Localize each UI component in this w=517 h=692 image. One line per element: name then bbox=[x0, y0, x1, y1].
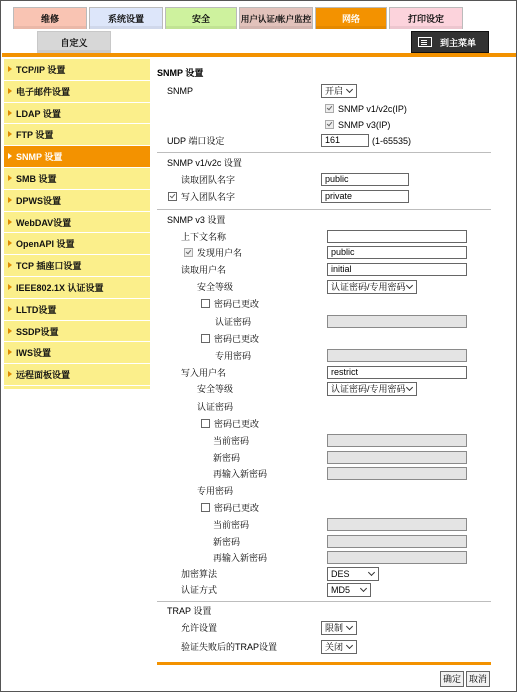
chevron-down-icon bbox=[406, 282, 413, 289]
divider bbox=[157, 601, 491, 602]
arrow-right-icon bbox=[8, 328, 12, 334]
sidebar-item-lltd[interactable]: LLTD设置 bbox=[4, 299, 150, 321]
sidebar-item-ftp[interactable]: FTP 设置 bbox=[4, 124, 150, 146]
snmp-label: SNMP bbox=[167, 86, 194, 96]
read-community-label: 读取团队名字 bbox=[181, 175, 236, 185]
udp-port-range: (1-65535) bbox=[372, 136, 412, 146]
arrow-right-icon bbox=[8, 371, 12, 377]
read-auth-pw-label: 认证密码 bbox=[215, 317, 252, 327]
write-auth-new-pw-label: 新密码 bbox=[213, 453, 241, 463]
cancel-button[interactable]: 取消 bbox=[466, 671, 490, 687]
sidebar-item-ldap[interactable]: LDAP 设置 bbox=[4, 103, 150, 125]
read-community-input[interactable]: public bbox=[321, 173, 409, 186]
write-user-input[interactable]: restrict bbox=[327, 366, 467, 379]
arrow-right-icon bbox=[8, 219, 12, 225]
arrow-right-icon bbox=[8, 110, 12, 116]
tab-user-auth[interactable]: 用户认证/帐户监控 bbox=[239, 7, 313, 29]
divider bbox=[157, 209, 491, 210]
arrow-right-icon bbox=[8, 240, 12, 246]
snmp-v1v2c-checkbox[interactable] bbox=[325, 104, 334, 113]
udp-port-label: UDP 端口设定 bbox=[167, 136, 225, 146]
tab-network[interactable]: 网络 bbox=[315, 7, 387, 29]
encrypt-algorithm-label: 加密算法 bbox=[181, 569, 218, 579]
sidebar-item-openapi[interactable]: OpenAPI 设置 bbox=[4, 233, 150, 255]
write-auth-new-pw-input[interactable] bbox=[327, 451, 467, 464]
auth-method-select[interactable]: MD5 bbox=[327, 583, 371, 597]
v3-section-title: SNMP v3 设置 bbox=[167, 215, 226, 225]
tab-custom[interactable]: 自定义 bbox=[37, 31, 111, 53]
write-priv-current-pw-input[interactable] bbox=[327, 518, 467, 531]
footer-accent-bar bbox=[157, 662, 491, 665]
discover-user-checkbox[interactable] bbox=[184, 248, 193, 257]
read-security-level-label: 安全等级 bbox=[197, 282, 234, 292]
chevron-down-icon bbox=[346, 623, 353, 630]
arrow-right-icon bbox=[8, 197, 12, 203]
read-auth-pw-input[interactable] bbox=[327, 315, 467, 328]
chevron-down-icon bbox=[368, 569, 375, 576]
arrow-right-icon bbox=[8, 153, 12, 159]
snmp-select[interactable]: 开启 bbox=[321, 84, 357, 98]
sidebar-item-ssdp[interactable]: SSDP设置 bbox=[4, 321, 150, 343]
write-priv-reenter-pw-label: 再输入新密码 bbox=[213, 553, 268, 563]
arrow-right-icon bbox=[8, 175, 12, 181]
sidebar-item-remote-panel[interactable]: 远程面板设置 bbox=[4, 364, 150, 386]
menu-icon bbox=[418, 37, 432, 47]
write-priv-reenter-pw-input[interactable] bbox=[327, 551, 467, 564]
tab-security[interactable]: 安全 bbox=[165, 7, 237, 29]
write-security-level-select[interactable]: 认证密码/专用密码 bbox=[327, 382, 417, 396]
trap-allow-select[interactable]: 限制 bbox=[321, 621, 357, 635]
write-priv-current-pw-label: 当前密码 bbox=[213, 520, 250, 530]
read-user-input[interactable]: initial bbox=[327, 263, 467, 276]
snmp-v3-checkbox[interactable] bbox=[325, 120, 334, 129]
chevron-down-icon bbox=[406, 384, 413, 391]
chevron-down-icon bbox=[346, 642, 353, 649]
divider bbox=[157, 152, 491, 153]
write-security-level-label: 安全等级 bbox=[197, 384, 234, 394]
auth-fail-trap-label: 验证失败后的TRAP设置 bbox=[181, 642, 278, 652]
sidebar-item-snmp[interactable]: SNMP 设置 bbox=[4, 146, 150, 168]
write-community-checkbox[interactable] bbox=[168, 192, 177, 201]
snmp-v1v2c-label: SNMP v1/v2c(IP) bbox=[338, 104, 407, 114]
auth-method-label: 认证方式 bbox=[181, 585, 218, 595]
write-priv-pw-heading: 专用密码 bbox=[197, 486, 234, 496]
auth-fail-trap-select[interactable]: 关闭 bbox=[321, 640, 357, 654]
read-priv-pw-changed-checkbox[interactable] bbox=[201, 334, 210, 343]
sidebar-item-iws[interactable]: IWS设置 bbox=[4, 342, 150, 364]
discover-user-label: 发现用户名 bbox=[197, 248, 243, 258]
write-priv-new-pw-input[interactable] bbox=[327, 535, 467, 548]
udp-port-input[interactable]: 161 bbox=[321, 134, 369, 147]
discover-user-input[interactable]: public bbox=[327, 246, 467, 259]
write-auth-current-pw-label: 当前密码 bbox=[213, 436, 250, 446]
write-auth-current-pw-input[interactable] bbox=[327, 434, 467, 447]
snmp-v3-label: SNMP v3(IP) bbox=[338, 120, 391, 130]
read-auth-pw-changed-label: 密码已更改 bbox=[214, 299, 260, 309]
arrow-right-icon bbox=[8, 306, 12, 312]
trap-allow-label: 允许设置 bbox=[181, 623, 218, 633]
chevron-down-icon bbox=[360, 585, 367, 592]
v1v2c-section-title: SNMP v1/v2c 设置 bbox=[167, 158, 242, 168]
write-auth-reenter-pw-input[interactable] bbox=[327, 467, 467, 480]
arrow-right-icon bbox=[8, 262, 12, 268]
sidebar-item-email[interactable]: 电子邮件设置 bbox=[4, 81, 150, 103]
main-menu-button[interactable] bbox=[411, 31, 489, 53]
sidebar-item-webdav[interactable]: WebDAV设置 bbox=[4, 212, 150, 234]
sidebar-item-tcpip[interactable]: TCP/IP 设置 bbox=[4, 59, 150, 81]
write-community-input[interactable]: private bbox=[321, 190, 409, 203]
arrow-right-icon bbox=[8, 66, 12, 72]
sidebar-item-dpws[interactable]: DPWS设置 bbox=[4, 190, 150, 212]
write-auth-pw-changed-label: 密码已更改 bbox=[214, 419, 260, 429]
arrow-right-icon bbox=[8, 284, 12, 290]
read-auth-pw-changed-checkbox[interactable] bbox=[201, 299, 210, 308]
write-priv-new-pw-label: 新密码 bbox=[213, 537, 241, 547]
read-priv-pw-changed-label: 密码已更改 bbox=[214, 334, 260, 344]
sidebar-item-ieee8021x[interactable]: IEEE802.1X 认证设置 bbox=[4, 277, 150, 299]
arrow-right-icon bbox=[8, 88, 12, 94]
read-security-level-select[interactable]: 认证密码/专用密码 bbox=[327, 280, 417, 294]
ok-button[interactable]: 确定 bbox=[440, 671, 464, 687]
write-priv-pw-changed-label: 密码已更改 bbox=[214, 503, 260, 513]
context-name-label: 上下文名称 bbox=[181, 232, 227, 242]
tab-maintenance[interactable]: 维修 bbox=[13, 7, 87, 29]
sidebar-item-tcp-socket[interactable]: TCP 插座口设置 bbox=[4, 255, 150, 277]
sidebar bbox=[4, 59, 150, 389]
read-priv-pw-input[interactable] bbox=[327, 349, 467, 362]
write-priv-pw-changed-checkbox[interactable] bbox=[201, 503, 210, 512]
read-user-label: 读取用户名 bbox=[181, 265, 227, 275]
write-auth-pw-heading: 认证密码 bbox=[197, 402, 234, 412]
main-menu-label: 到主菜单 bbox=[440, 37, 477, 48]
write-user-label: 写入用户名 bbox=[181, 368, 227, 378]
trap-section-title: TRAP 设置 bbox=[167, 606, 212, 616]
write-auth-pw-changed-checkbox[interactable] bbox=[201, 419, 210, 428]
context-name-input[interactable] bbox=[327, 230, 467, 243]
read-priv-pw-label: 专用密码 bbox=[215, 351, 252, 361]
tab-system-settings[interactable]: 系统设置 bbox=[89, 7, 163, 29]
write-auth-reenter-pw-label: 再输入新密码 bbox=[213, 469, 268, 479]
chevron-down-icon bbox=[346, 86, 353, 93]
network-accent-bar bbox=[2, 53, 516, 57]
write-community-label: 写入团队名字 bbox=[181, 192, 236, 202]
encrypt-algorithm-select[interactable]: DES bbox=[327, 567, 379, 581]
sidebar-item-smb[interactable]: SMB 设置 bbox=[4, 168, 150, 190]
arrow-right-icon bbox=[8, 131, 12, 137]
tab-print-settings[interactable]: 打印设定 bbox=[389, 7, 463, 29]
arrow-right-icon bbox=[8, 349, 12, 355]
page-title: SNMP 设置 bbox=[157, 68, 204, 78]
